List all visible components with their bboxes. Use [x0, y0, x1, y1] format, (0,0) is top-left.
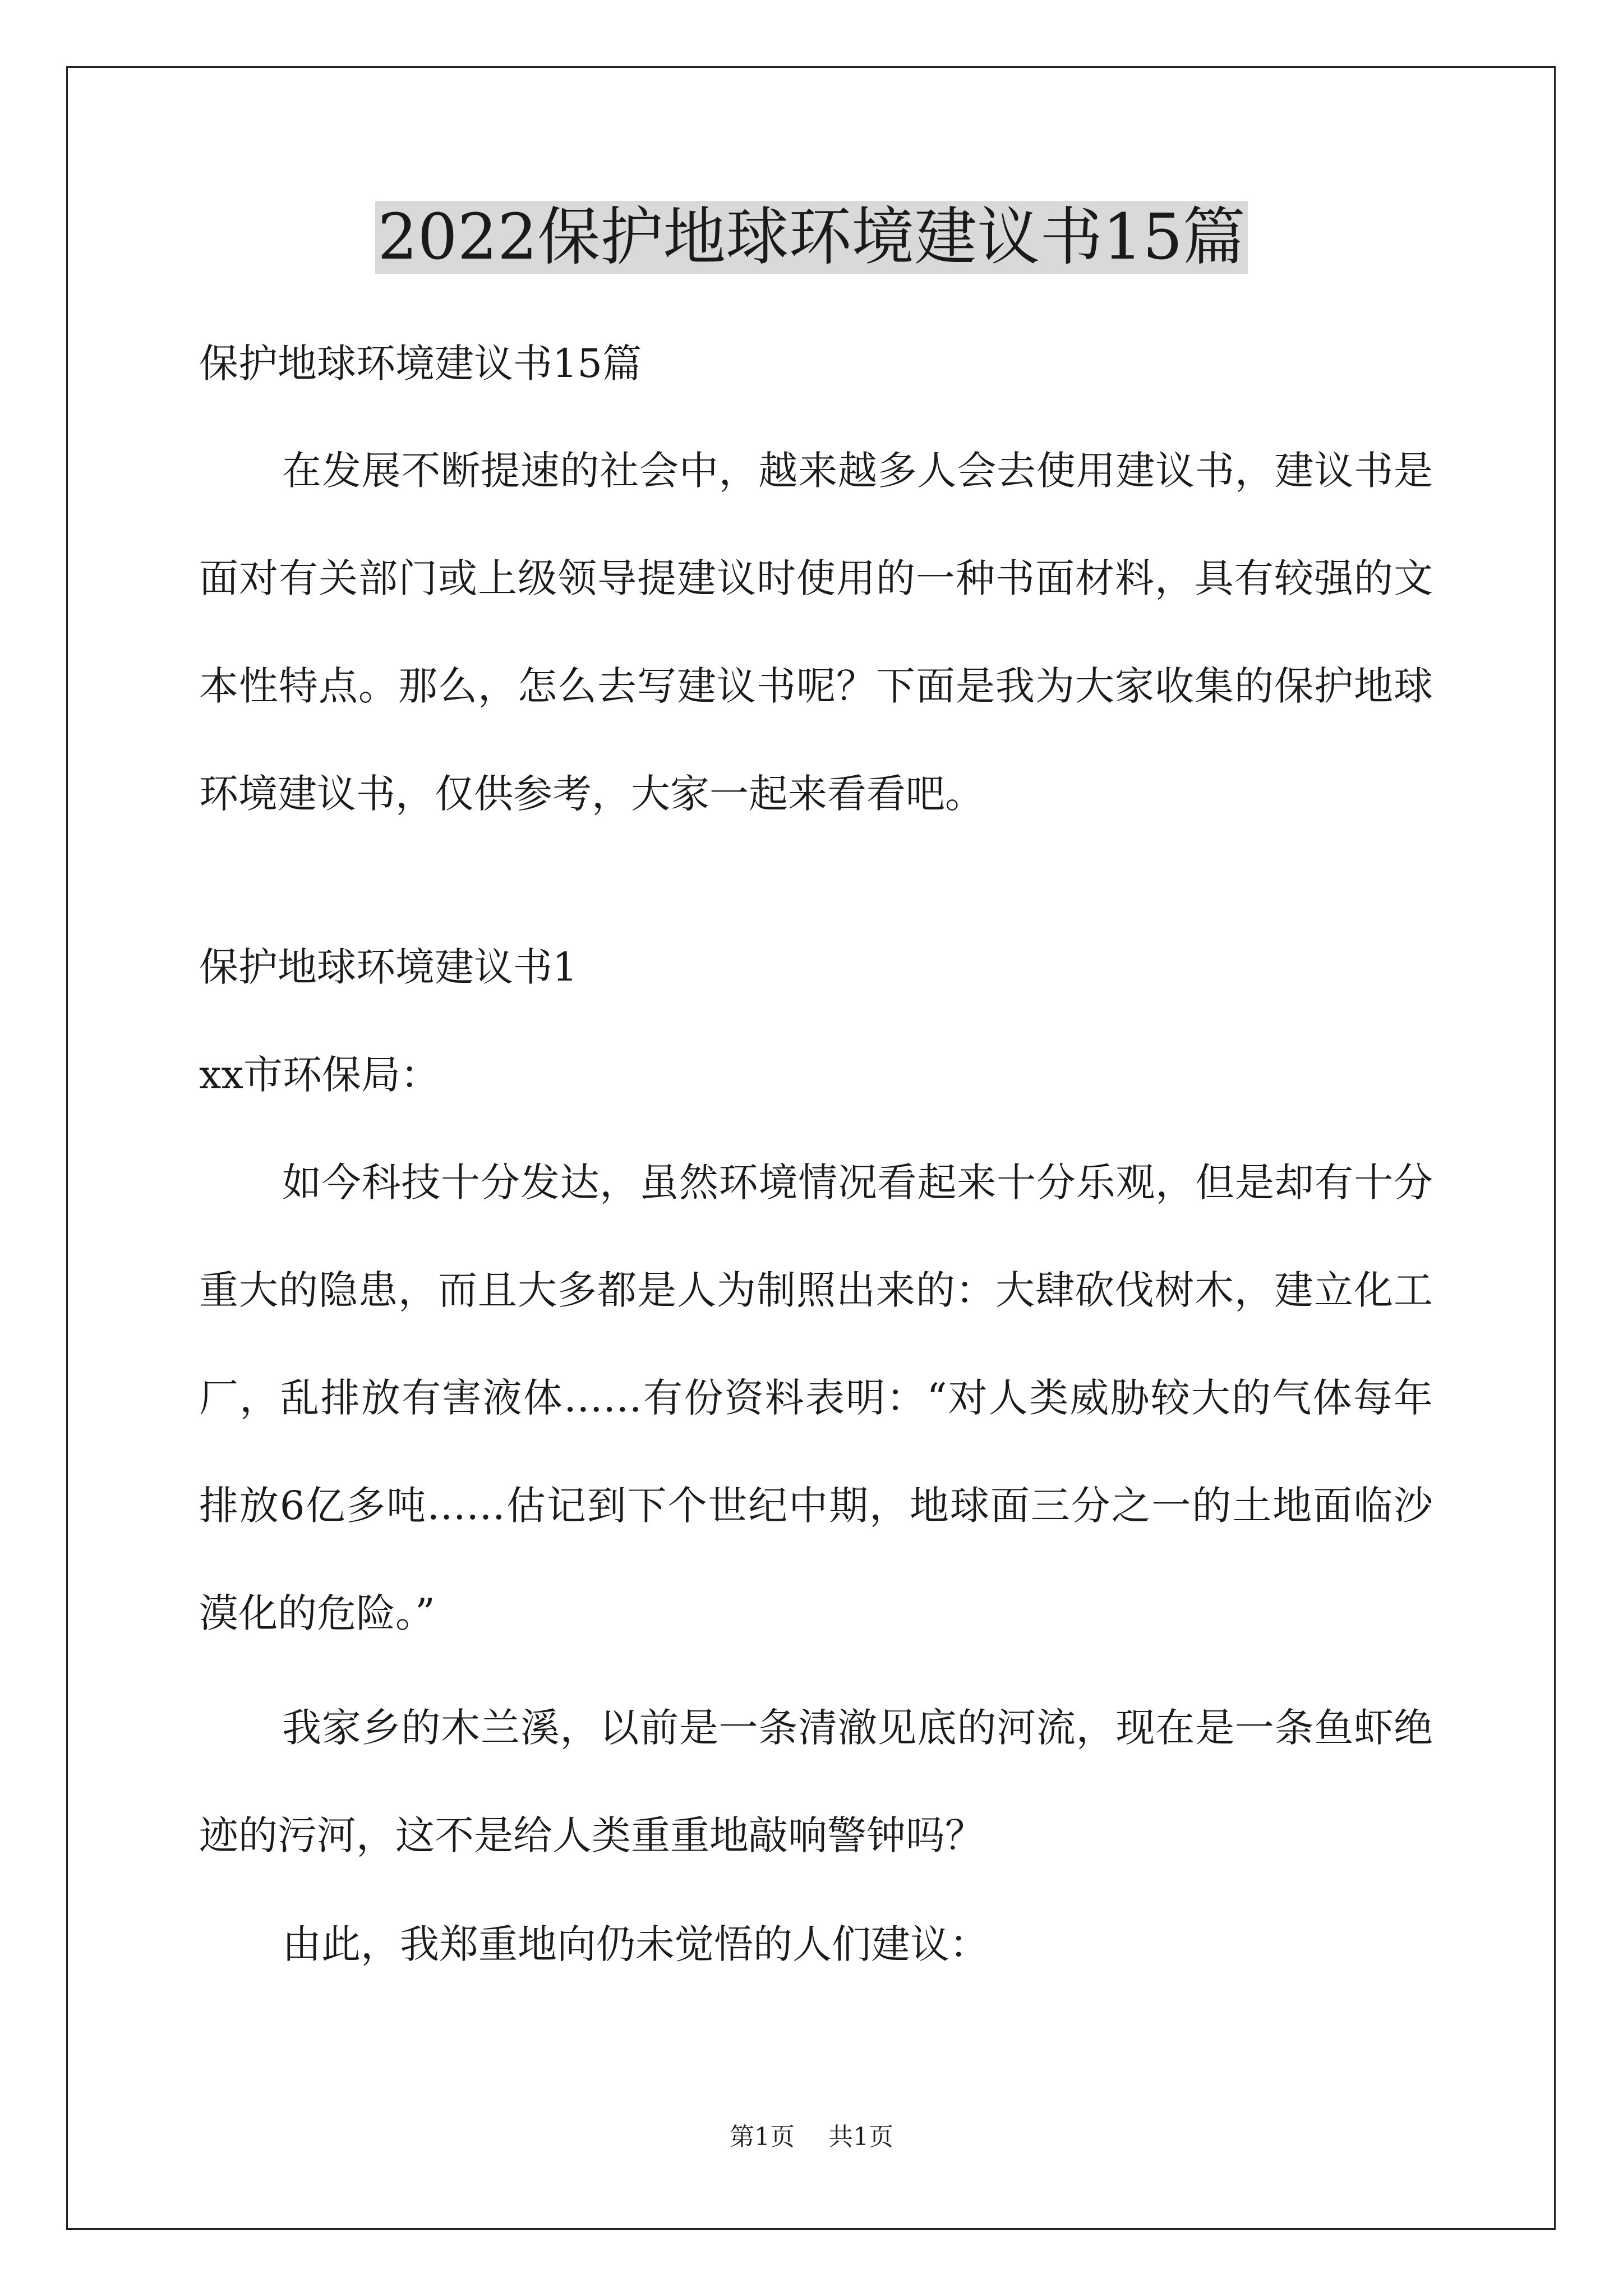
document-title-text: 2022保护地球环境建议书15篇: [375, 201, 1248, 274]
body-paragraph-3: 由此，我郑重地向仍未觉悟的人们建议：: [282, 1921, 989, 1967]
body-paragraph-2: 我家乡的木兰溪，以前是一条清澈见底的河流，现在是一条鱼虾绝迹的污河，这不是给人类重重地敲响警钟吗？: [199, 1705, 1433, 1858]
salutation: xx市环保局：: [199, 1052, 440, 1098]
page-number-current: 第1页: [730, 2123, 795, 2151]
document-subtitle: 保护地球环境建议书15篇: [199, 341, 642, 386]
page-number-total: 共1页: [828, 2123, 893, 2151]
body-paragraph-1: 如今科技十分发达，虽然环境情况看起来十分乐观，但是却有十分重大的隐患，而且大多都是人为制照出来的：大肆砍伐树木，建立化工厂，乱排放有害液体……有份资料表明：“对人类威胁较大的气体每年排放6亿多吨……估记到下个世纪中期，地球面三分之一的土地面临沙漠化的危险。”: [199, 1159, 1433, 1636]
section-heading: 保护地球环境建议书1: [199, 944, 578, 990]
page-footer: [0, 2120, 1623, 2154]
intro-paragraph: 在发展不断提速的社会中，越来越多人会去使用建议书，建议书是面对有关部门或上级领导提建议时使用的一种书面材料，具有较强的文本性特点。那么，怎么去写建议书呢？下面是我为大家收集的保护地球环境建议书，仅供参考，大家一起来看看吧。: [199, 448, 1433, 817]
document-title: [0, 195, 1623, 279]
